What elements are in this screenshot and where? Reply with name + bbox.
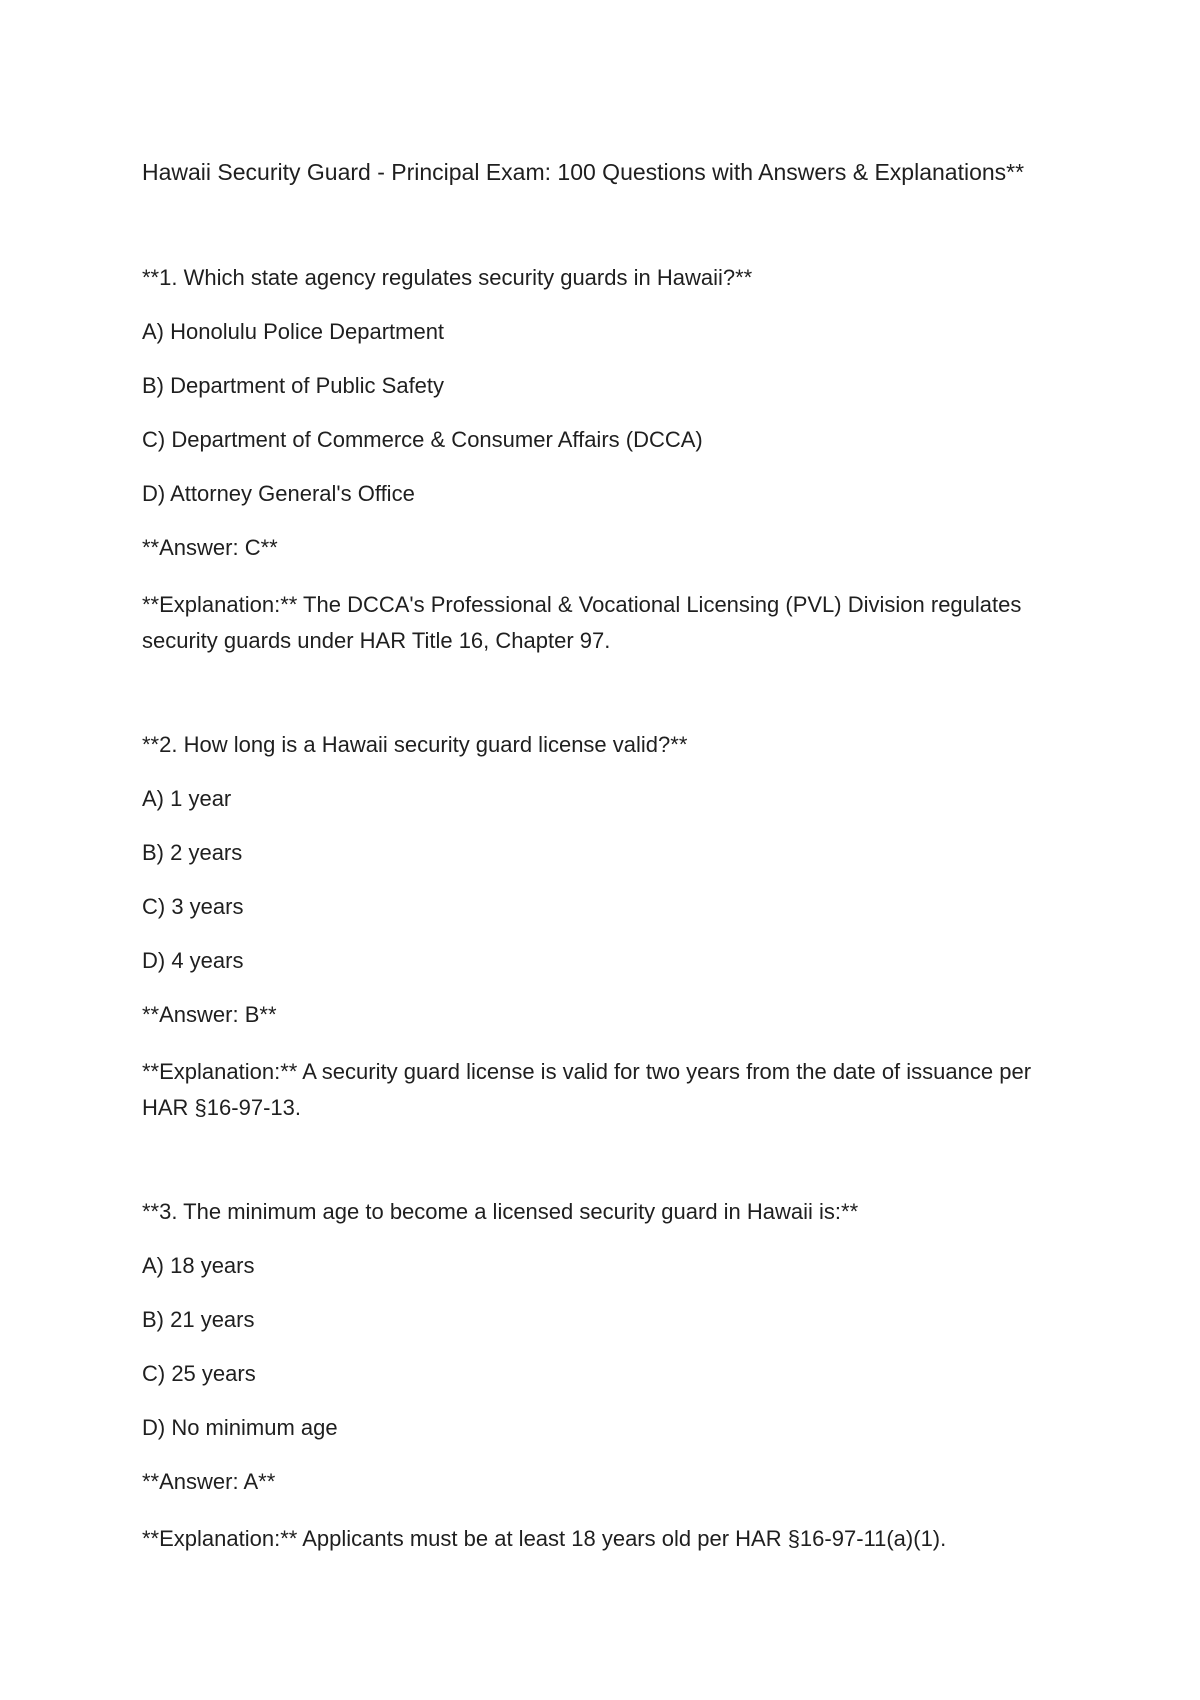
document-title: Hawaii Security Guard - Principal Exam: 100 Questions with Answers & Explanations** <box>142 159 1025 185</box>
option-b: B) 21 years <box>142 1307 255 1332</box>
question-text: **3. The minimum age to become a licensed security guard in Hawaii is:** <box>142 1199 859 1224</box>
answer-text: **Answer: A** <box>142 1469 276 1494</box>
answer-text: **Answer: B** <box>142 1002 277 1027</box>
answer-text: **Answer: C** <box>142 535 278 560</box>
explanation-text: **Explanation:** Applicants must be at least 18 years old per HAR §16-97-11(a)(1). <box>142 1526 947 1551</box>
option-d: D) Attorney General's Office <box>142 481 415 506</box>
option-a: A) 18 years <box>142 1253 255 1278</box>
explanation-text: **Explanation:** A security guard license is valid for two years from the date of issuance per HAR §16-97-13. <box>142 1059 1032 1120</box>
question-text: **1. Which state agency regulates security guards in Hawaii?** <box>142 265 753 290</box>
question-block-1 <box>142 263 1082 659</box>
question-block-3 <box>142 1197 1082 1557</box>
explanation-text: **Explanation:** The DCCA's Professional & Vocational Licensing (PVL) Division regulates security guards under HAR Title 16, Chapter 97. <box>142 592 1022 653</box>
option-b: B) Department of Public Safety <box>142 373 445 398</box>
option-c: C) 25 years <box>142 1361 256 1386</box>
option-c: C) 3 years <box>142 894 244 919</box>
option-a: A) 1 year <box>142 786 232 811</box>
option-a: A) Honolulu Police Department <box>142 319 445 344</box>
question-text: **2. How long is a Hawaii security guard license valid?** <box>142 732 688 757</box>
option-b: B) 2 years <box>142 840 243 865</box>
option-c: C) Department of Commerce & Consumer Affairs (DCCA) <box>142 427 703 452</box>
option-d: D) No minimum age <box>142 1415 338 1440</box>
question-block-2 <box>142 730 1082 1126</box>
option-d: D) 4 years <box>142 948 244 973</box>
